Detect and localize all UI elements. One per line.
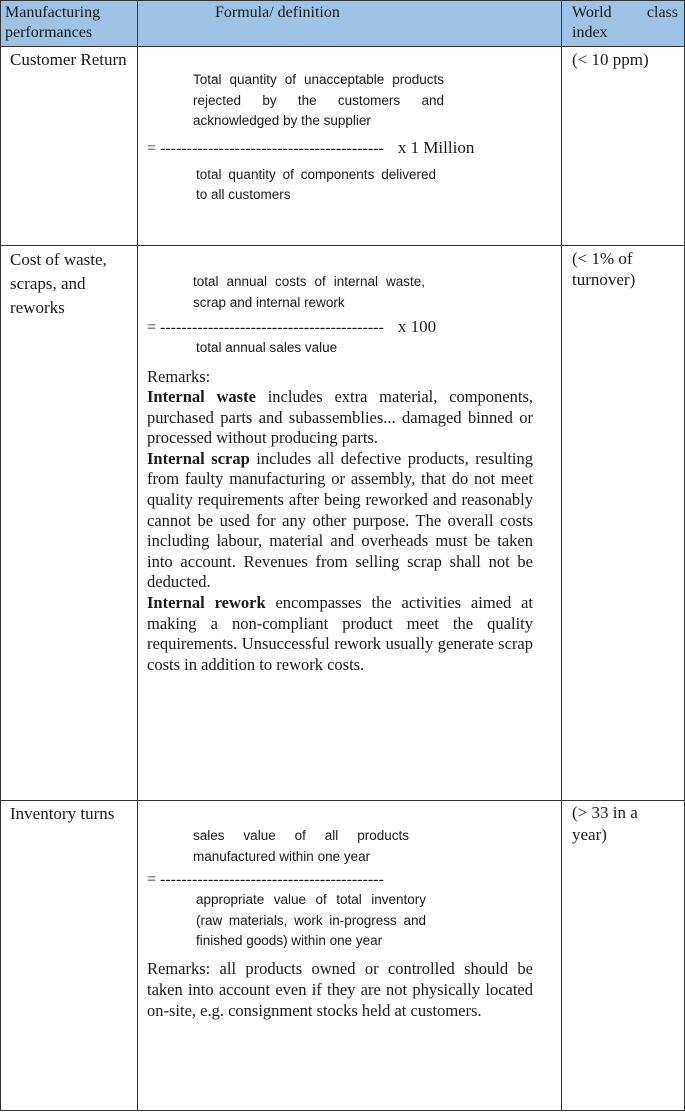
remarks-label: Remarks: bbox=[147, 366, 211, 386]
row-cost-of-waste-formula bbox=[147, 272, 557, 675]
divider bbox=[561, 0, 562, 1111]
divider bbox=[0, 245, 685, 246]
remark-term: Internal scrap bbox=[147, 448, 250, 468]
row-cost-of-waste-multiplier: x 100 bbox=[397, 317, 437, 336]
header-manufacturing-performances: Manufacturing performances bbox=[5, 4, 101, 41]
row-inventory-turns-numerator: sales value of all products manufactured within one year bbox=[193, 828, 409, 864]
header-formula-definition: Formula/ definition bbox=[215, 4, 340, 21]
divider bbox=[0, 0, 1, 1111]
row-customer-return-formula bbox=[147, 70, 557, 206]
remark-term: Internal waste bbox=[147, 387, 256, 407]
remark-internal-waste bbox=[147, 387, 533, 449]
remark-internal-rework bbox=[147, 593, 533, 675]
row-inventory-turns-name: Inventory turns bbox=[10, 804, 115, 823]
divider bbox=[0, 46, 685, 47]
row-customer-return-numerator: Total quantity of unacceptable products rejected by the customers and acknowledged by the supplier bbox=[193, 72, 444, 128]
remark-internal-scrap bbox=[147, 449, 533, 593]
divider bbox=[0, 0, 685, 1]
row-cost-of-waste-name: Cost of waste, scraps, and reworks bbox=[10, 250, 107, 317]
divider bbox=[0, 1110, 685, 1111]
remark-text: includes all defective products, resulting from faulty manufacturing or assembly, that do not meet quality requirements after being reworked and reasonably cannot be used for any other purpose. The overall costs including labour, material and overheads must be taken into account. Revenues from selling scrap shall not be deducted. bbox=[147, 448, 533, 592]
row-inventory-turns-formula bbox=[147, 826, 557, 1021]
divider bbox=[0, 800, 685, 801]
row-inventory-turns-denominator: appropriate value of total inventory (raw materials, work in-progress and finished goods) within one year bbox=[196, 892, 426, 948]
row-cost-of-waste-remarks bbox=[147, 367, 533, 676]
row-inventory-turns-equation bbox=[147, 870, 557, 890]
row-inventory-turns-remarks: Remarks: all products owned or controlled should be taken into account even if they are not physically located on-site, e.g. consignment stocks held at customers. bbox=[147, 958, 533, 1020]
header-world-class-index: World class index bbox=[572, 4, 678, 41]
row-customer-return-fraction-line: = ------------------------------------------ bbox=[147, 139, 384, 157]
row-cost-of-waste-equation bbox=[147, 317, 557, 338]
row-inventory-turns-fraction-line: = ------------------------------------------ bbox=[147, 871, 384, 888]
divider bbox=[137, 0, 138, 1111]
row-cost-of-waste-denominator: total annual sales value bbox=[196, 340, 338, 355]
row-cost-of-waste-fraction-line: = ------------------------------------------ bbox=[147, 319, 384, 336]
row-customer-return-index: (< 10 ppm) bbox=[572, 50, 649, 69]
row-customer-return-multiplier: x 1 Million bbox=[397, 137, 475, 157]
row-customer-return-name: Customer Return bbox=[10, 50, 127, 69]
row-customer-return-denominator: total quantity of components delivered to all customers bbox=[196, 166, 436, 202]
remark-text: includes extra material, components, purchased parts and subassemblies... damaged binned or processed without producing parts. bbox=[147, 387, 533, 448]
row-inventory-turns-index: (> 33 in a year) bbox=[572, 803, 638, 844]
row-customer-return-equation bbox=[147, 138, 557, 159]
row-cost-of-waste-numerator: total annual costs of internal waste, scrap and internal rework bbox=[193, 274, 425, 310]
row-cost-of-waste-index: (< 1% of turnover) bbox=[572, 249, 636, 289]
remark-term: Internal rework bbox=[147, 593, 266, 613]
remark-text: encompasses the activities aimed at making a non-compliant product meet the quality requirements. Unsuccessful rework usually generate scrap costs in addition to rework costs. bbox=[147, 593, 533, 674]
